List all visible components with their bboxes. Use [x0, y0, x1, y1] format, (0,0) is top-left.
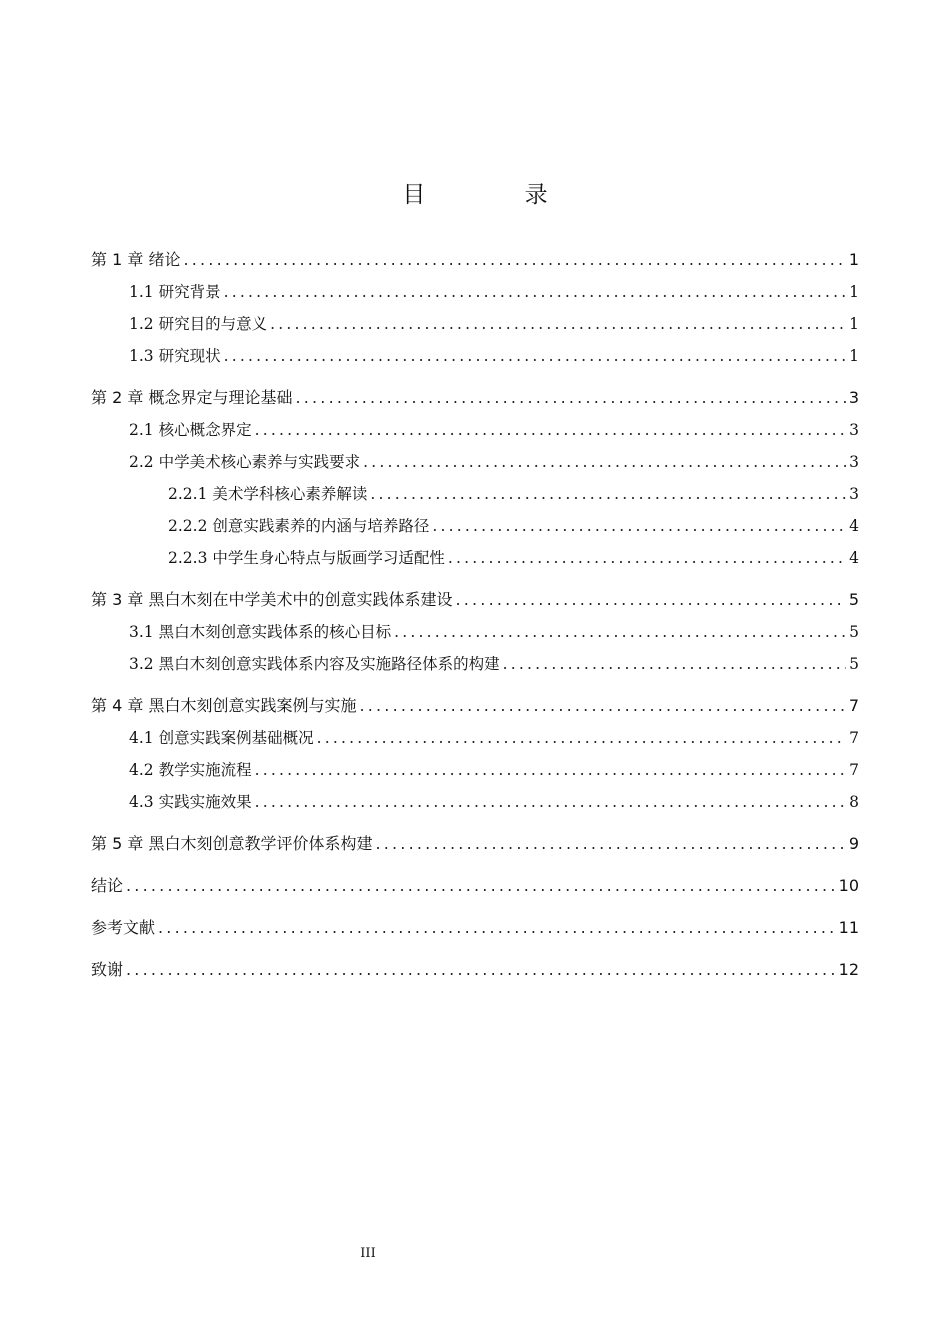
- toc-entry-level-1[interactable]: [91, 690, 859, 722]
- section-gap: [91, 944, 859, 954]
- toc-entry-level-1[interactable]: [91, 828, 859, 860]
- toc-entry-page: 7: [849, 729, 859, 747]
- section-gap: [91, 818, 859, 828]
- toc-dot-leader: [158, 912, 836, 944]
- toc-entry-level-2[interactable]: [91, 308, 859, 340]
- table-of-contents: [91, 244, 859, 986]
- toc-entry-level-1[interactable]: [91, 584, 859, 616]
- toc-entry-label: 2.2 中学美术核心素养与实践要求: [129, 453, 361, 471]
- toc-entry-label: 2.2.3 中学生身心特点与版画学习适配性: [168, 549, 445, 567]
- toc-entry-level-1[interactable]: [91, 954, 859, 986]
- toc-entry-page: 1: [848, 250, 859, 269]
- toc-dot-leader: [224, 340, 847, 372]
- toc-dot-leader: [295, 382, 845, 414]
- toc-entry-label: 3.2 黑白木刻创意实践体系内容及实施路径体系的构建: [129, 655, 500, 673]
- toc-entry-page: 11: [838, 918, 859, 937]
- toc-entry-level-2[interactable]: [91, 616, 859, 648]
- toc-dot-leader: [375, 828, 845, 860]
- toc-entry-level-2[interactable]: [91, 648, 859, 680]
- toc-entry-label: 4.3 实践实施效果: [129, 793, 252, 811]
- toc-entry-page: 4: [849, 549, 859, 567]
- toc-entry-page: 10: [838, 876, 859, 895]
- toc-entry-page: 5: [848, 590, 859, 609]
- toc-entry-page: 3: [849, 485, 859, 503]
- toc-dot-leader: [363, 446, 846, 478]
- toc-entry-level-2[interactable]: [91, 340, 859, 372]
- toc-entry-label: 第 3 章 黑白木刻在中学美术中的创意实践体系建设: [91, 590, 453, 609]
- toc-entry-page: 3: [849, 421, 859, 439]
- toc-entry-label: 第 1 章 绪论: [91, 250, 181, 269]
- toc-title: 目 录: [402, 182, 594, 208]
- toc-entry-label: 致谢: [91, 960, 124, 979]
- toc-entry-label: 2.1 核心概念界定: [129, 421, 252, 439]
- toc-entry-label: 4.1 创意实践案例基础概况: [129, 729, 314, 747]
- toc-dot-leader: [448, 542, 846, 574]
- toc-entry-page: 5: [849, 655, 859, 673]
- toc-entry-page: 1: [849, 315, 859, 333]
- toc-dot-leader: [224, 276, 847, 308]
- toc-entry-page: 9: [848, 834, 859, 853]
- toc-entry-level-2[interactable]: [91, 722, 859, 754]
- toc-entry-page: 4: [849, 517, 859, 535]
- toc-entry-level-1[interactable]: [91, 870, 859, 902]
- toc-entry-page: 5: [849, 623, 859, 641]
- toc-dot-leader: [432, 510, 846, 542]
- toc-entry-page: 1: [849, 283, 859, 301]
- toc-entry-label: 4.2 教学实施流程: [129, 761, 252, 779]
- toc-dot-leader: [317, 722, 847, 754]
- toc-dot-leader: [255, 414, 847, 446]
- toc-dot-leader: [359, 690, 845, 722]
- section-gap: [91, 902, 859, 912]
- toc-entry-level-2[interactable]: [91, 446, 859, 478]
- toc-dot-leader: [455, 584, 845, 616]
- toc-entry-level-3[interactable]: [91, 542, 859, 574]
- toc-entry-level-1[interactable]: [91, 912, 859, 944]
- toc-entry-page: 3: [849, 453, 859, 471]
- toc-entry-level-3[interactable]: [91, 478, 859, 510]
- toc-entry-level-2[interactable]: [91, 786, 859, 818]
- toc-dot-leader: [255, 754, 847, 786]
- toc-entry-page: 1: [849, 347, 859, 365]
- toc-entry-label: 第 2 章 概念界定与理论基础: [91, 388, 293, 407]
- toc-entry-level-2[interactable]: [91, 754, 859, 786]
- toc-entry-page: 3: [848, 388, 859, 407]
- toc-entry-label: 参考文献: [91, 918, 156, 937]
- toc-entry-page: 7: [848, 696, 859, 715]
- section-gap: [91, 680, 859, 690]
- toc-entry-level-1[interactable]: [91, 382, 859, 414]
- toc-dot-leader: [270, 308, 846, 340]
- toc-entry-label: 结论: [91, 876, 124, 895]
- toc-entry-label: 1.2 研究目的与意义: [129, 315, 268, 333]
- toc-dot-leader: [503, 648, 847, 680]
- toc-dot-leader: [126, 870, 836, 902]
- toc-entry-label: 第 5 章 黑白木刻创意教学评价体系构建: [91, 834, 373, 853]
- toc-entry-page: 8: [849, 793, 859, 811]
- toc-entry-label: 1.3 研究现状: [129, 347, 221, 365]
- toc-dot-leader: [255, 786, 847, 818]
- toc-dot-leader: [370, 478, 846, 510]
- toc-dot-leader: [183, 244, 845, 276]
- toc-entry-label: 3.1 黑白木刻创意实践体系的核心目标: [129, 623, 392, 641]
- page-number: III: [360, 1246, 376, 1261]
- section-gap: [91, 574, 859, 584]
- toc-entry-label: 2.2.2 创意实践素养的内涵与培养路径: [168, 517, 430, 535]
- toc-entry-level-1[interactable]: [91, 244, 859, 276]
- toc-entry-level-2[interactable]: [91, 276, 859, 308]
- toc-entry-page: 12: [838, 960, 859, 979]
- toc-entry-label: 1.1 研究背景: [129, 283, 221, 301]
- section-gap: [91, 860, 859, 870]
- toc-dot-leader: [394, 616, 846, 648]
- toc-entry-level-3[interactable]: [91, 510, 859, 542]
- toc-entry-label: 第 4 章 黑白木刻创意实践案例与实施: [91, 696, 357, 715]
- toc-dot-leader: [126, 954, 836, 986]
- toc-entry-level-2[interactable]: [91, 414, 859, 446]
- toc-entry-page: 7: [849, 761, 859, 779]
- section-gap: [91, 372, 859, 382]
- toc-entry-label: 2.2.1 美术学科核心素养解读: [168, 485, 368, 503]
